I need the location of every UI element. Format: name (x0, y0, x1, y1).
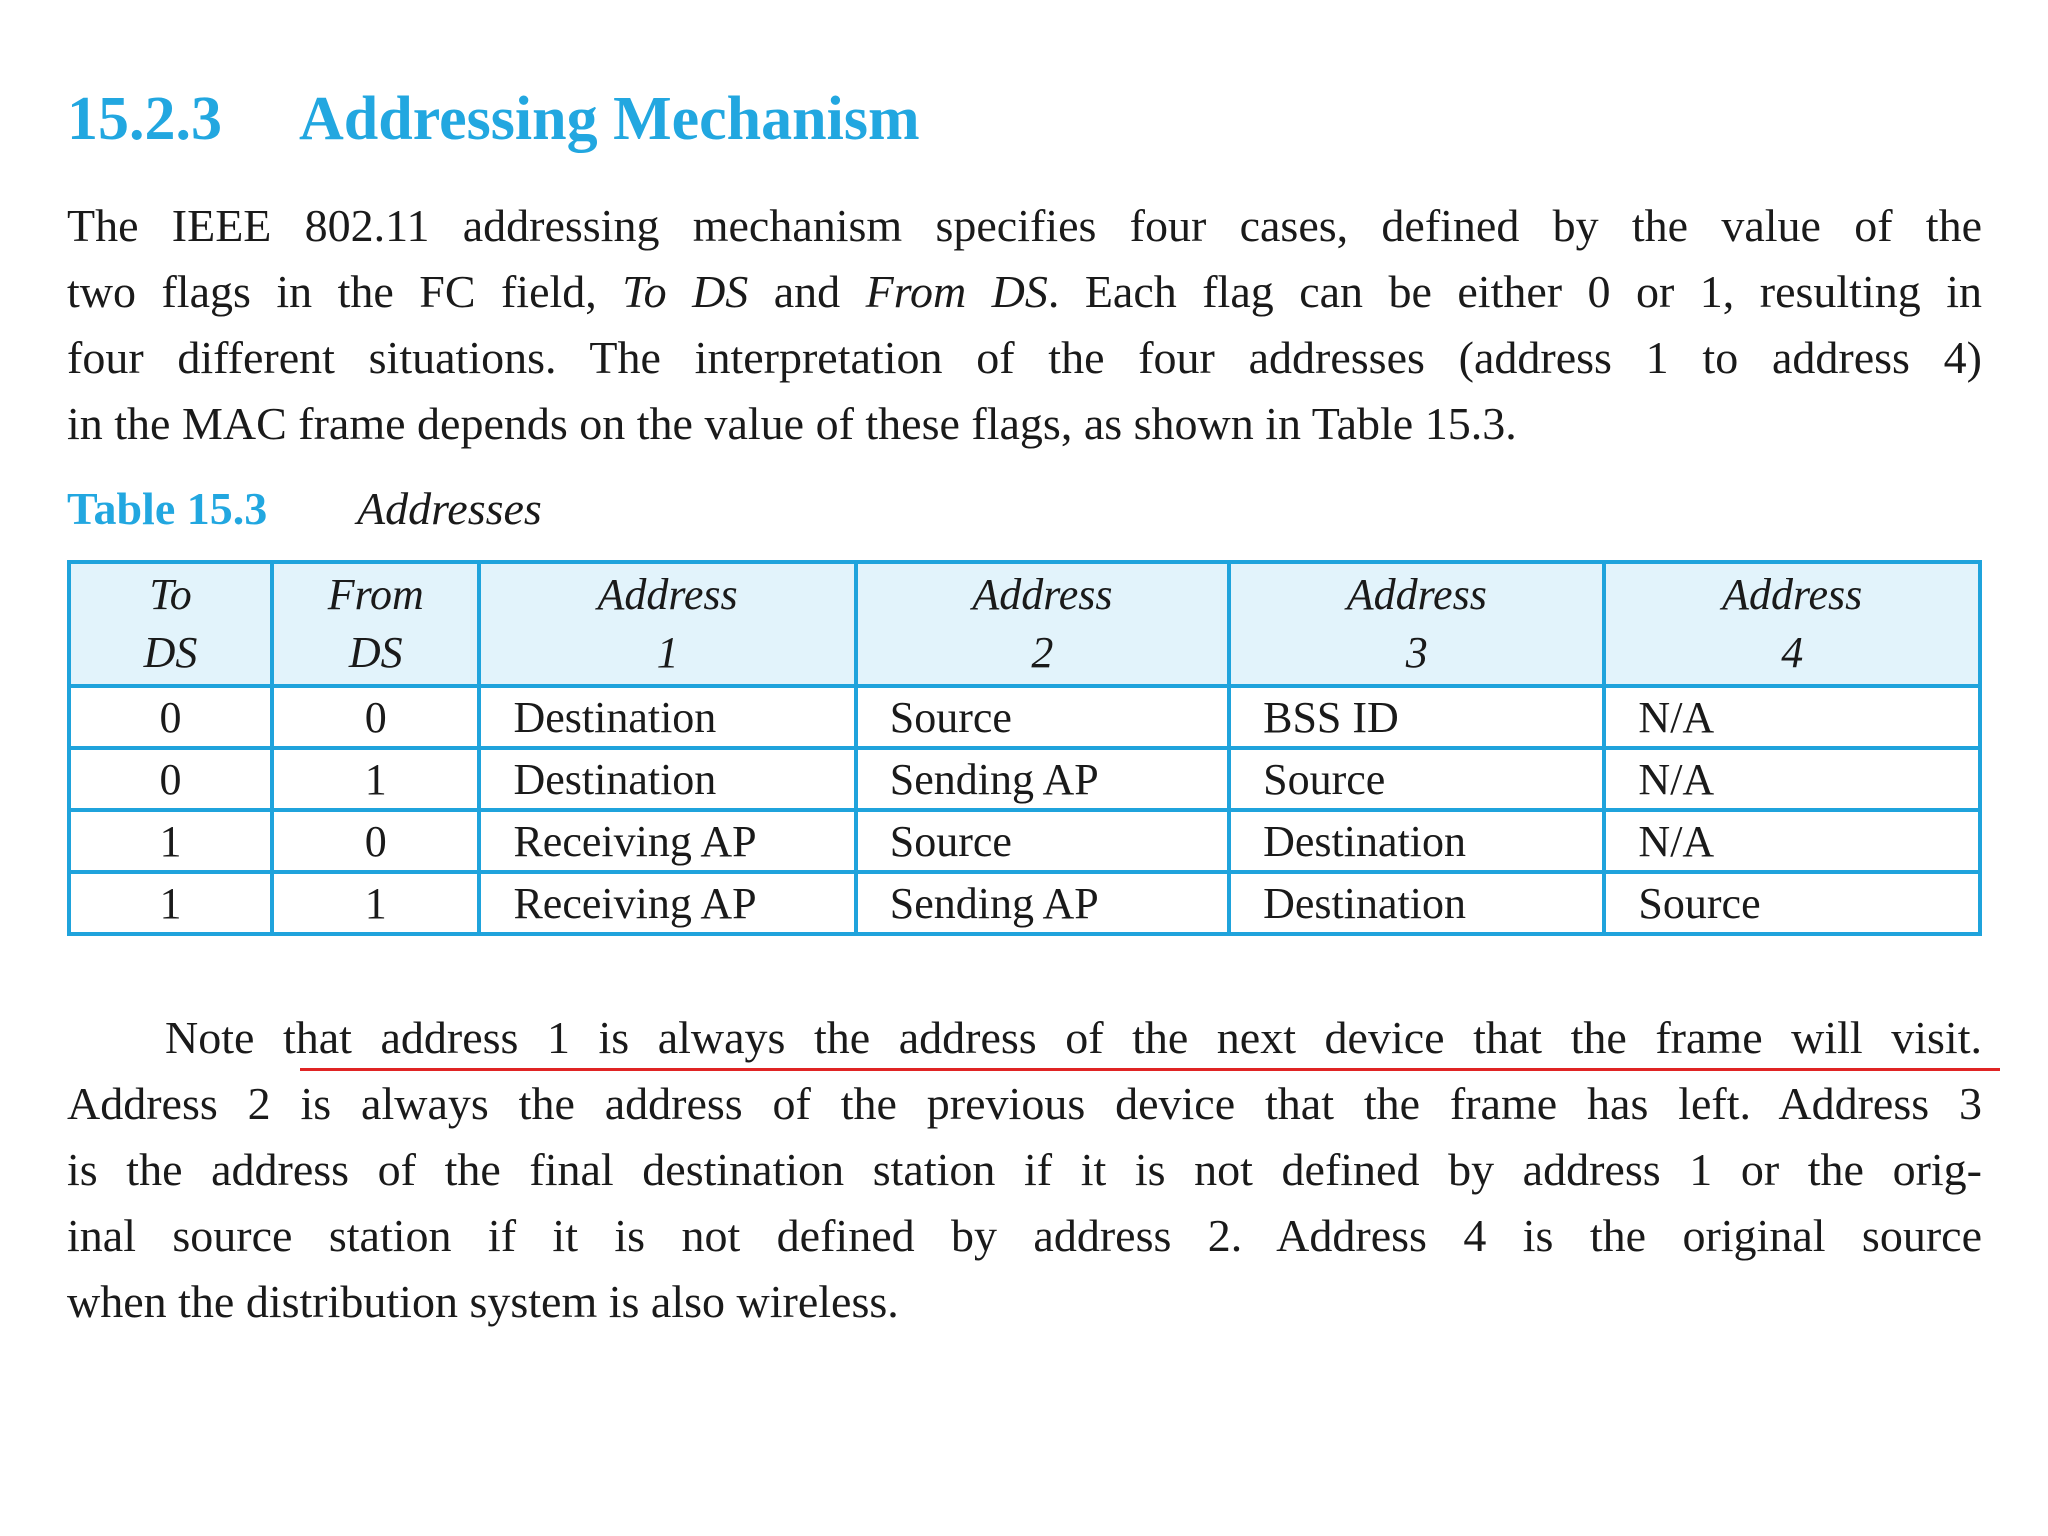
table-cell: Destination (1229, 872, 1604, 934)
intro-line (67, 259, 1982, 325)
header-from-ds: From DS (272, 562, 479, 686)
header-address-4: Address 4 (1604, 562, 1980, 686)
table-cell: Source (856, 810, 1229, 872)
intro-paragraph (67, 193, 1982, 457)
addresses-table (67, 560, 1982, 936)
table-caption-label: Table 15.3 (67, 483, 268, 534)
table-caption-title: Addresses (357, 483, 542, 534)
table-cell: BSS ID (1229, 686, 1604, 748)
note-line: is the address of the final destination station if it is not defined by address 1 or the orig- (67, 1144, 1982, 1195)
table-cell: Destination (479, 748, 855, 810)
intro-text: and (748, 266, 866, 317)
note-line: Note that address 1 is always the address of the next device that the frame will visit. (165, 1012, 1982, 1063)
table-cell: 1 (272, 872, 479, 934)
note-line: when the distribution system is also wireless. (67, 1276, 899, 1327)
section-heading (67, 85, 920, 153)
intro-text: two flags in the FC field, (67, 266, 623, 317)
note-line: inal source station if it is not defined by address 2. Address 4 is the original source (67, 1210, 1982, 1261)
table-row (69, 686, 1980, 748)
table-cell: N/A (1604, 810, 1980, 872)
to-ds-term: To DS (622, 266, 749, 317)
table-cell: 0 (272, 686, 479, 748)
table-cell: 1 (69, 810, 272, 872)
table-cell: Receiving AP (479, 872, 855, 934)
table-cell: N/A (1604, 748, 1980, 810)
header-address-1: Address 1 (479, 562, 855, 686)
red-underline-annotation (300, 1068, 2000, 1071)
intro-line: The IEEE 802.11 addressing mechanism specifies four cases, defined by the value of the (67, 200, 1982, 251)
table-cell: 1 (69, 872, 272, 934)
header-to-ds: To DS (69, 562, 272, 686)
from-ds-term: From DS (865, 266, 1048, 317)
section-title: Addressing Mechanism (299, 85, 920, 153)
table-cell: Sending AP (856, 872, 1229, 934)
table-cell: 0 (272, 810, 479, 872)
header-address-3: Address 3 (1229, 562, 1604, 686)
note-line: Address 2 is always the address of the previous device that the frame has left. Address 3 (67, 1078, 1982, 1129)
section-number: 15.2.3 (67, 85, 222, 153)
table-cell: 1 (272, 748, 479, 810)
intro-line: in the MAC frame depends on the value of these flags, as shown in Table 15.3. (67, 398, 1517, 449)
note-paragraph (67, 1005, 1982, 1335)
header-address-2: Address 2 (856, 562, 1229, 686)
intro-text: . Each flag can be either 0 or 1, resulting in (1047, 266, 1982, 317)
table-cell: Destination (479, 686, 855, 748)
table-cell: Source (856, 686, 1229, 748)
table-row (69, 872, 1980, 934)
table-row (69, 748, 1980, 810)
table-cell: Sending AP (856, 748, 1229, 810)
table-row (69, 810, 1980, 872)
table-header-row (69, 562, 1980, 686)
table-cell: Destination (1229, 810, 1604, 872)
table-caption (67, 482, 542, 535)
table-cell: N/A (1604, 686, 1980, 748)
table-cell: Source (1229, 748, 1604, 810)
intro-line: four different situations. The interpretation of the four addresses (address 1 to address 4) (67, 332, 1982, 383)
table-cell: Source (1604, 872, 1980, 934)
table-cell: 0 (69, 748, 272, 810)
table-cell: 0 (69, 686, 272, 748)
table-cell: Receiving AP (479, 810, 855, 872)
